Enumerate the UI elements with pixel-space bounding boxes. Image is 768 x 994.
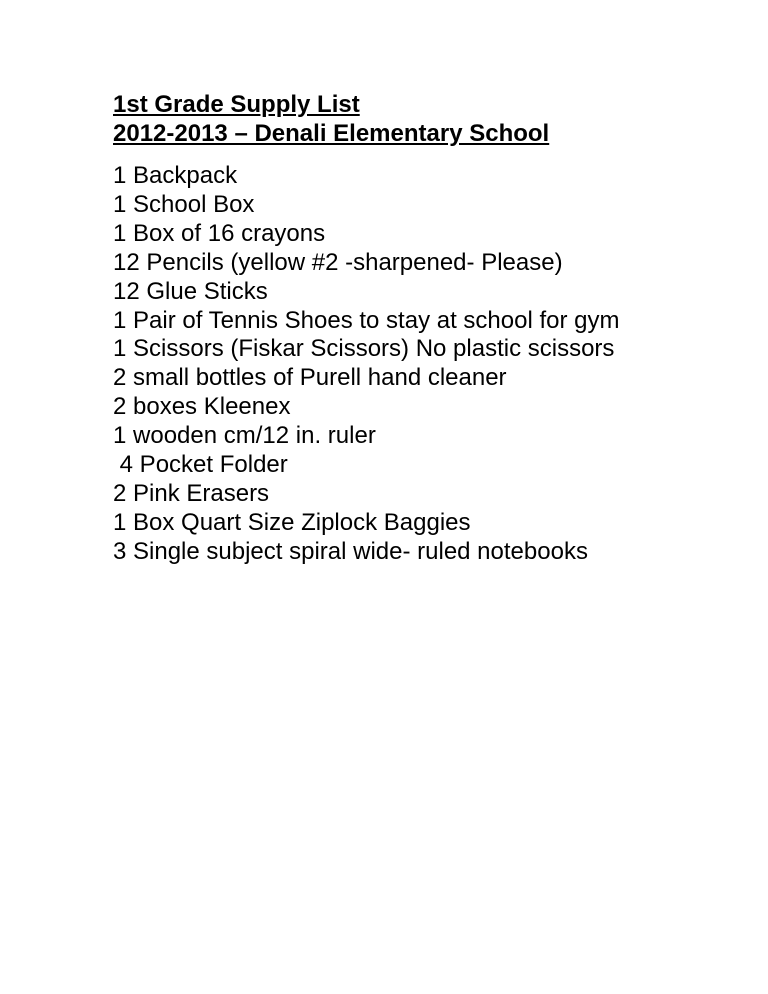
list-item: 1 Scissors (Fiskar Scissors) No plastic scissors — [113, 335, 615, 363]
list-item: 12 Glue Sticks — [113, 277, 268, 305]
list-item: 1 wooden cm/12 in. ruler — [113, 422, 376, 450]
page-subtitle: 2012-2013 – Denali Elementary School — [113, 120, 550, 147]
list-item: 3 Single subject spiral wide- ruled notebooks — [113, 537, 588, 565]
document-header — [113, 90, 549, 148]
list-item: 1 Box Quart Size Ziplock Baggies — [113, 508, 471, 536]
list-item: 12 Pencils (yellow #2 -sharpened- Please) — [113, 248, 563, 276]
list-item: 1 Box of 16 crayons — [113, 219, 326, 247]
list-item: 1 School Box — [113, 190, 255, 218]
list-item: 4 Pocket Folder — [113, 451, 288, 479]
list-item: 2 Pink Erasers — [113, 479, 270, 507]
list-item: 2 boxes Kleenex — [113, 393, 291, 421]
supply-list — [113, 162, 619, 567]
list-item: 1 Backpack — [113, 162, 238, 189]
page-title: 1st Grade Supply List — [113, 91, 360, 118]
list-item: 1 Pair of Tennis Shoes to stay at school for gym — [113, 306, 620, 334]
list-item: 2 small bottles of Purell hand cleaner — [113, 364, 507, 392]
